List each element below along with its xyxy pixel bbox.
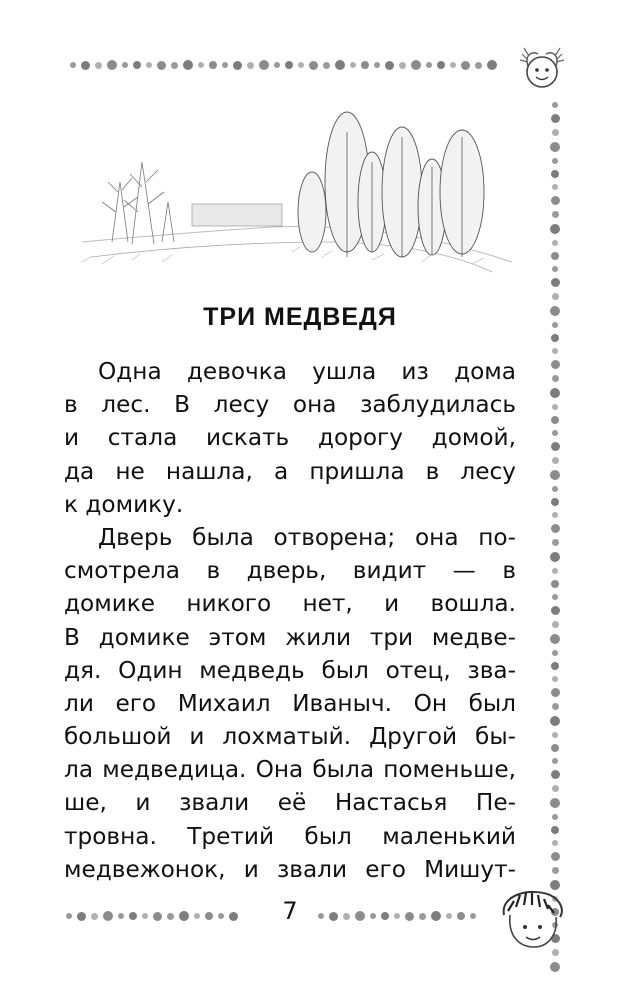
border-dot <box>551 170 559 178</box>
border-dot <box>552 568 558 574</box>
border-dot <box>450 62 456 68</box>
border-dot <box>103 911 113 921</box>
text-line: ли его Михаил Иваныч. Он был <box>64 689 516 717</box>
border-dot <box>179 911 189 921</box>
border-dot <box>552 348 558 354</box>
border-dot <box>552 211 559 218</box>
border-dot <box>550 142 560 152</box>
text-line: и стала искать дорогу домой, <box>64 424 516 452</box>
border-dot <box>551 852 560 861</box>
border-dot <box>552 621 559 628</box>
border-dot <box>551 416 559 424</box>
border-dot <box>399 62 406 69</box>
border-dot <box>218 913 224 919</box>
text-line: тровна. Третий был маленький <box>64 822 516 850</box>
border-dot <box>457 912 465 920</box>
border-dot <box>552 867 559 874</box>
border-dot <box>551 498 559 506</box>
text-line: ше, и звали её Настасья Пе- <box>64 789 516 817</box>
border-dot <box>274 62 280 68</box>
border-dot <box>385 61 394 70</box>
border-dot <box>419 913 426 920</box>
border-dot <box>550 224 560 234</box>
border-dot <box>552 457 559 464</box>
border-dot <box>552 375 559 382</box>
border-dot <box>550 798 560 808</box>
border-dot <box>551 580 559 588</box>
border-dot <box>552 129 559 136</box>
border-dot <box>394 913 400 919</box>
bottom-dotted-border-left <box>66 911 256 921</box>
border-dot <box>551 662 559 670</box>
border-dot <box>552 184 558 190</box>
border-dot <box>552 732 558 738</box>
text-line: ла медведица. Она была поменьше, <box>64 756 516 784</box>
border-dot <box>259 60 269 70</box>
border-dot <box>309 61 318 70</box>
border-dot <box>552 758 558 764</box>
border-dot <box>552 676 558 682</box>
border-dot <box>551 252 559 260</box>
border-dot <box>233 61 242 70</box>
border-dot <box>107 60 117 70</box>
border-dot <box>552 266 558 272</box>
text-line: да не нашла, а пришла в лесу <box>64 457 516 485</box>
border-dot <box>142 913 148 919</box>
border-dot <box>552 650 558 656</box>
border-dot <box>129 912 137 920</box>
border-dot <box>551 606 560 615</box>
border-dot <box>343 913 350 920</box>
border-dot <box>552 539 559 546</box>
border-dot <box>550 634 560 644</box>
border-dot <box>551 826 559 834</box>
border-dot <box>550 716 560 726</box>
border-dot <box>470 913 476 919</box>
border-dot <box>318 913 324 919</box>
border-dot <box>122 62 128 68</box>
border-dot <box>550 388 560 398</box>
border-dot <box>551 334 559 342</box>
border-dot <box>91 913 98 920</box>
border-dot <box>552 430 558 436</box>
border-dot <box>66 913 72 919</box>
border-dot <box>405 912 414 921</box>
border-dot <box>329 912 338 921</box>
border-dot <box>222 62 228 68</box>
border-dot <box>350 62 356 68</box>
border-dot <box>118 913 124 919</box>
border-dot <box>552 293 559 300</box>
border-dot <box>475 62 482 69</box>
border-dot <box>133 61 141 69</box>
border-dot <box>205 912 213 920</box>
border-dot <box>552 486 558 492</box>
border-dot <box>157 61 166 70</box>
border-dot <box>446 913 452 919</box>
border-dot <box>77 912 86 921</box>
border-dot <box>551 688 560 697</box>
border-dot <box>70 62 76 68</box>
border-dot <box>209 61 217 69</box>
text-line: большой и лохматый. Другой бы- <box>64 723 516 751</box>
border-dot <box>247 62 254 69</box>
border-dot <box>437 61 445 69</box>
border-dot <box>551 524 560 533</box>
border-dot <box>411 60 421 70</box>
border-dot <box>550 470 560 480</box>
border-dot <box>194 913 200 919</box>
text-line: дя. Один медведь был отец, зва- <box>64 656 516 684</box>
border-dot <box>167 913 174 920</box>
border-dot <box>431 911 441 921</box>
border-dot <box>183 60 193 70</box>
border-dot <box>81 61 90 70</box>
border-dot <box>361 61 369 69</box>
forest-illustration <box>72 92 516 282</box>
border-dot <box>552 404 558 410</box>
border-dot <box>198 62 204 68</box>
page-number: 7 <box>282 897 298 925</box>
border-dot <box>487 60 497 70</box>
border-dot <box>552 102 558 108</box>
border-dot <box>551 278 560 287</box>
border-dot <box>552 240 558 246</box>
text-line: Одна девочка ушла из дома <box>98 358 516 385</box>
border-dot <box>374 62 380 68</box>
border-dot <box>335 60 345 70</box>
text-line: Дверь была отворена; она по- <box>98 523 516 551</box>
border-dot <box>552 814 558 820</box>
border-dot <box>171 62 178 69</box>
text-line: домике никого нет, и вошла. <box>64 590 516 618</box>
border-dot <box>298 62 304 68</box>
bottom-dotted-border-right <box>318 911 488 921</box>
border-dot <box>551 442 560 451</box>
text-line: медвежонок, и звали его Мишут- <box>64 855 516 883</box>
border-dot <box>552 512 558 518</box>
top-dotted-border <box>70 60 510 70</box>
border-dot <box>550 962 560 972</box>
border-dot <box>370 913 376 919</box>
border-dot <box>285 61 293 69</box>
text-line: к домику. <box>64 490 184 518</box>
border-dot <box>551 114 560 123</box>
story-text <box>64 355 516 886</box>
border-dot <box>551 360 560 369</box>
border-dot <box>552 840 558 846</box>
border-dot <box>552 703 559 710</box>
border-dot <box>550 552 560 562</box>
girl-face-icon <box>512 38 572 98</box>
border-dot <box>381 912 389 920</box>
border-dot <box>146 62 152 68</box>
story-title: ТРИ МЕДВЕДЯ <box>203 303 397 331</box>
border-dot <box>153 912 162 921</box>
right-dotted-border <box>550 102 560 872</box>
border-dot <box>552 785 559 792</box>
boy-face-icon <box>490 885 570 955</box>
border-dot <box>229 912 238 921</box>
border-dot <box>552 594 558 600</box>
border-dot <box>551 744 559 752</box>
border-dot <box>461 61 470 70</box>
text-line: В домике этом жили три медве- <box>64 623 516 651</box>
border-dot <box>323 62 330 69</box>
text-line: смотрела в дверь, видит — в <box>64 557 516 585</box>
border-dot <box>551 770 560 779</box>
border-dot <box>355 911 365 921</box>
border-dot <box>552 158 558 164</box>
border-dot <box>426 62 432 68</box>
border-dot <box>95 62 102 69</box>
border-dot <box>551 196 560 205</box>
text-line: в лес. В лесу она заблудилась <box>64 391 516 419</box>
